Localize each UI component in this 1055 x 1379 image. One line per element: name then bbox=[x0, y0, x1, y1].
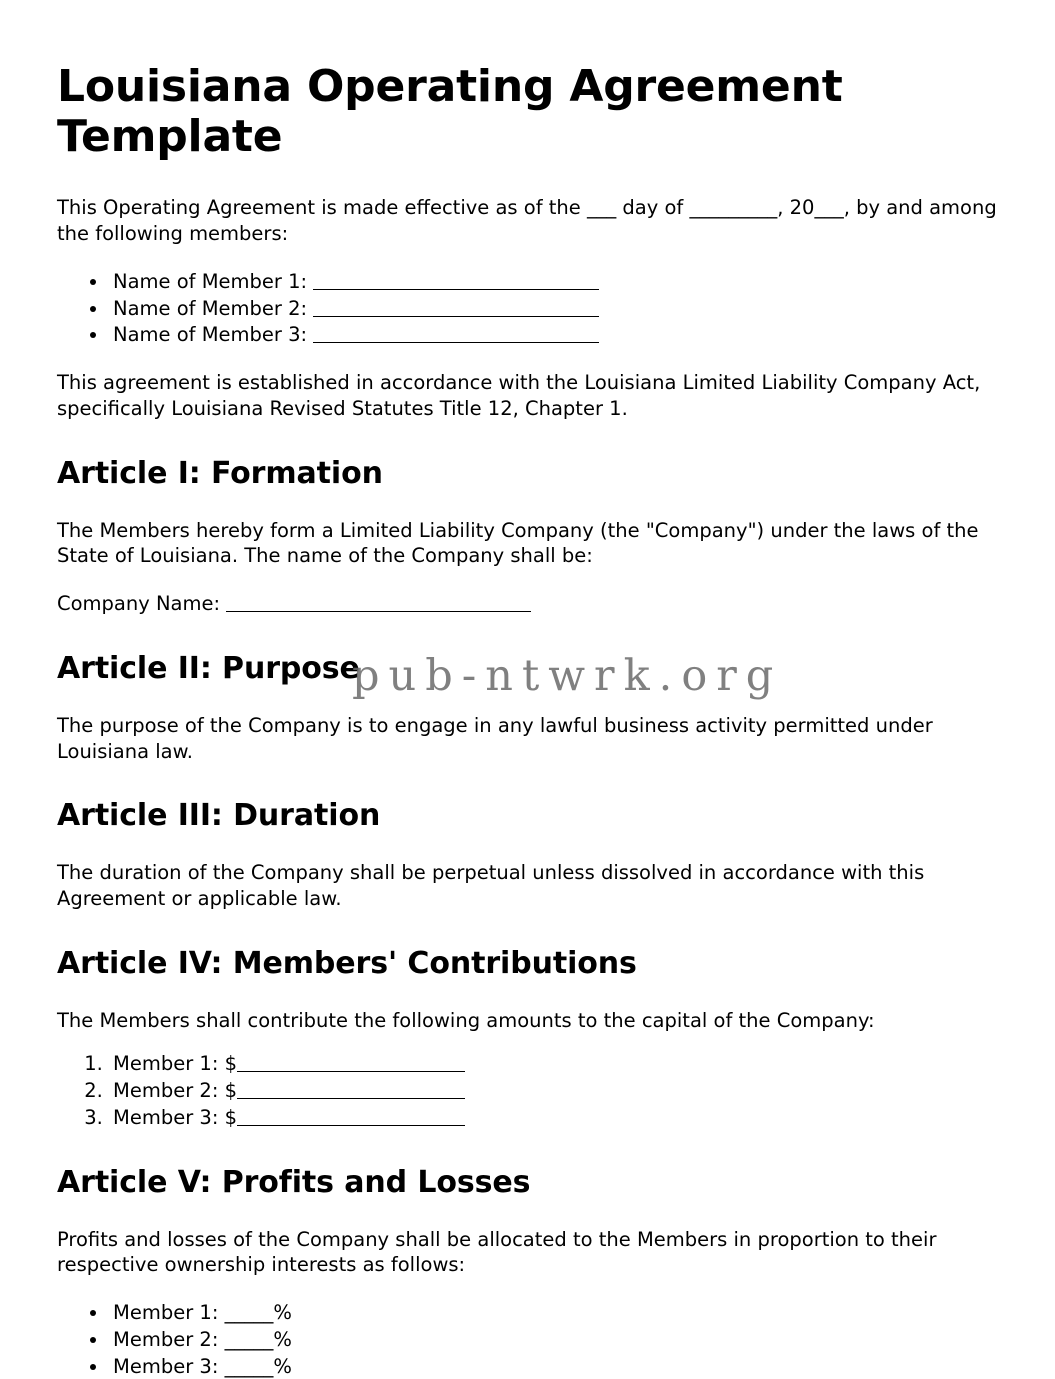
list-item bbox=[109, 296, 998, 322]
list-item bbox=[109, 269, 998, 295]
article-heading-duration: Article III: Duration bbox=[57, 798, 381, 834]
article-heading-formation: Article I: Formation bbox=[57, 455, 383, 491]
member-3-blank[interactable] bbox=[313, 323, 599, 344]
document-content bbox=[57, 62, 998, 1379]
member-1-label: Name of Member 1: bbox=[113, 269, 308, 293]
allocations-list bbox=[57, 1300, 998, 1379]
article-heading-purpose: Article II: Purpose bbox=[57, 650, 360, 686]
article-heading-profits-losses: Article V: Profits and Losses bbox=[57, 1164, 531, 1200]
article-formation-body: The Members hereby form a Limited Liability Company (the "Company") under the laws of the State of Louisiana. The name of the Company shall be: bbox=[57, 518, 979, 568]
allocation-2-blank[interactable]: _____ bbox=[224, 1327, 274, 1351]
member-1-blank[interactable] bbox=[313, 269, 599, 290]
allocation-1-label: Member 1: bbox=[113, 1301, 219, 1325]
list-item bbox=[109, 1105, 998, 1131]
allocation-3-suffix: % bbox=[273, 1354, 292, 1378]
article-duration-body: The duration of the Company shall be perpetual unless dissolved in accordance with this Agreement or applicable law. bbox=[57, 861, 925, 910]
allocation-2-label: Member 2: bbox=[113, 1327, 219, 1351]
article-purpose-body: The purpose of the Company is to engage in any lawful business activity permitted under Louisiana law. bbox=[57, 713, 933, 763]
contributions-list bbox=[57, 1051, 998, 1130]
contribution-1-label: Member 1: $ bbox=[113, 1052, 237, 1076]
article-contributions-body: The Members shall contribute the following amounts to the capital of the Company: bbox=[57, 1008, 875, 1032]
list-item bbox=[109, 1300, 998, 1326]
effective-date-paragraph: This Operating Agreement is made effective as of the ___ day of _________, 20___, by and among the following members: bbox=[57, 196, 997, 246]
page-title: Louisiana Operating Agreement Template bbox=[57, 61, 843, 162]
list-item bbox=[109, 1051, 998, 1077]
list-item bbox=[109, 1078, 998, 1104]
company-name-blank[interactable] bbox=[226, 592, 531, 613]
contribution-2-label: Member 2: $ bbox=[113, 1079, 237, 1103]
contribution-2-blank[interactable] bbox=[237, 1079, 465, 1100]
list-item bbox=[109, 1354, 998, 1379]
members-list bbox=[57, 269, 998, 348]
member-3-label: Name of Member 3: bbox=[113, 323, 308, 347]
allocation-3-label: Member 3: bbox=[113, 1354, 219, 1378]
watermark-text: pub-ntwrk.org bbox=[352, 651, 783, 701]
allocation-3-blank[interactable]: _____ bbox=[224, 1354, 274, 1378]
contribution-1-blank[interactable] bbox=[237, 1052, 465, 1073]
list-item bbox=[109, 322, 998, 348]
article-profits-losses-body: Profits and losses of the Company shall be allocated to the Members in proportion to their respective ownership interests as follows: bbox=[57, 1227, 937, 1277]
allocation-1-suffix: % bbox=[273, 1301, 292, 1325]
allocation-2-suffix: % bbox=[273, 1327, 292, 1351]
company-name-label: Company Name: bbox=[57, 592, 221, 616]
article-heading-contributions: Article IV: Members' Contributions bbox=[57, 945, 637, 981]
member-2-blank[interactable] bbox=[313, 296, 599, 317]
allocation-1-blank[interactable]: _____ bbox=[224, 1301, 274, 1325]
list-item bbox=[109, 1327, 998, 1353]
accordance-paragraph: This agreement is established in accordance with the Louisiana Limited Liability Company Act, specifically Louisiana Revised Statutes Title 12, Chapter 1. bbox=[57, 371, 981, 420]
company-name-row bbox=[57, 591, 997, 617]
contribution-3-blank[interactable] bbox=[237, 1105, 465, 1126]
contribution-3-label: Member 3: $ bbox=[113, 1105, 237, 1129]
member-2-label: Name of Member 2: bbox=[113, 296, 308, 320]
